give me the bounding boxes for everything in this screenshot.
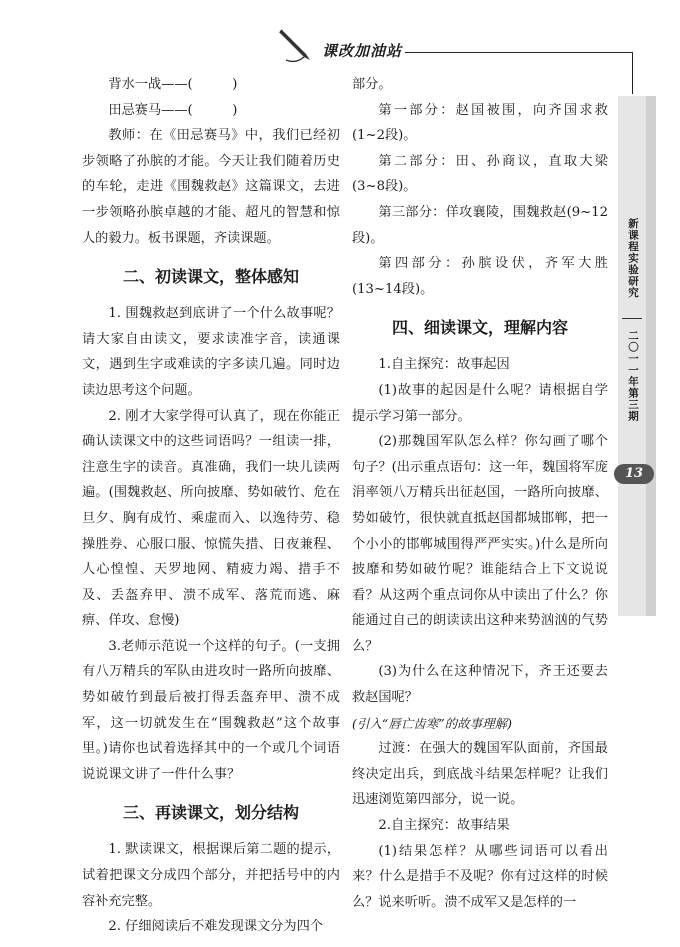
paragraph: 1.自主探究：故事起因 — [378, 357, 510, 373]
structure-part-3: 第三部分：佯攻襄陵，围魏救赵(9~12段)。 — [352, 204, 608, 246]
paragraph: (1)结果怎样？从哪些词语可以看出来？什么是措手不及呢？你有过这样的时候么？说来听听。溃不成军又是怎样的一 — [352, 843, 608, 910]
paragraph: 2. 仔细阅读后不难发现课文分为四个 — [108, 919, 323, 935]
header-rule-drop — [632, 52, 633, 94]
journal-issue: 二〇一一年第三期 — [627, 330, 639, 422]
paragraph: 2. 刚才大家学得可认真了，现在你能正确认读课文中的这些词语吗？一组读一排，注意生字的读音。真准确，我们一块儿读两遍。(围魏救赵、所向披靡、势如破竹、危在旦夕、胸有成竹、乘虚而入、以逸待劳、稳操胜券、心服口服、惊慌失措、日夜兼程、人心惶惶、天罗地网、精疲力竭、措手不及、丢盔弃甲、溃不成军、落荒而逃、麻痹、佯攻、怠慢) — [82, 408, 340, 629]
section-heading-4: 四、细读课文，理解内容 — [391, 318, 568, 338]
sidebar-edge — [646, 96, 656, 616]
pen-icon — [276, 26, 316, 66]
paragraph: 2.自主探究：故事结果 — [378, 818, 510, 834]
paragraph: (3)为什么在这种情况下，齐王还要去救赵国呢？ — [352, 664, 608, 706]
structure-part-1: 第一部分：赵国被围，向齐国求救(1~2段)。 — [352, 102, 608, 144]
header-rule — [405, 52, 633, 53]
fill-blank-1: 背水一战——( ) — [108, 77, 238, 92]
paragraph: 教师：在《田忌赛马》中，我们已经初步领略了孙膑的才能。今天让我们随着历史的车轮，走进《围魏救赵》这篇课文，去进一步领略孙膑卓越的才能、超凡的智慧和惊人的毅力。板书课题，齐读课题。 — [82, 128, 340, 246]
paragraph: 部分。 — [352, 77, 392, 92]
paragraph: (2)那魏国军队怎么样？你勾画了哪个句子？(出示重点语句：这一年，魏国将军庞涓率领八万精兵出征赵国，一路所向披靡、势如破竹，很快就直抵赵国都城邯郸，把一个小小的邯郸城围得严严实实。)什么是所向披靡和势如破竹呢？谁能结合上下文说说看？从这两个重点词你从中读出了什么？你能通过自己的朗读读出这种来势汹汹的气势么？ — [352, 434, 608, 654]
paragraph: 1. 默读课文，根据课后第二题的提示，试着把课文分成四个部分，并把括号中的内容补充完整。 — [82, 842, 340, 909]
journal-name: 新课程实验研究 — [627, 218, 639, 299]
right-column — [352, 72, 608, 915]
sidebar-divider — [622, 318, 642, 319]
note: (引入“唇亡齿寒”的故事理解) — [352, 715, 513, 731]
paragraph: 1. 围魏救赵到底讲了一个什么故事呢？请大家自由读文，要求读准字音，读通课文，遇到生字或难读的字多读几遍。同时边读边思考这个问题。 — [82, 306, 340, 398]
paragraph: (1)故事的起因是什么呢？请根据自学提示学习第一部分。 — [352, 382, 608, 424]
column-title: 课改加油站 — [322, 42, 403, 60]
page-number: 13 — [614, 464, 654, 484]
structure-part-2: 第二部分：田、孙商议，直取大梁(3~8段)。 — [352, 153, 608, 195]
section-heading-3: 三、再读课文，划分结构 — [122, 803, 299, 823]
paragraph: 过渡：在强大的魏国军队面前，齐国最终决定出兵，到底战斗结果怎样呢？让我们迅速浏览第四部分，说一说。 — [352, 741, 608, 808]
left-column — [82, 72, 340, 940]
paragraph: 3.老师示范说一个这样的句子。(一支拥有八万精兵的军队由进攻时一路所向披靡、势如破竹到最后被打得丢盔弃甲、溃不成军，这一切就发生在“围魏救赵”这个故事里。)请你也试着选择其中的一个或几个词语说说课文讲了一件什么事？ — [82, 638, 340, 782]
fill-blank-2: 田忌赛马——( ) — [108, 102, 238, 118]
structure-part-4: 第四部分：孙膑设伏，齐军大胜(13~14段)。 — [352, 256, 608, 297]
section-heading-2: 二、初读课文，整体感知 — [122, 267, 299, 287]
